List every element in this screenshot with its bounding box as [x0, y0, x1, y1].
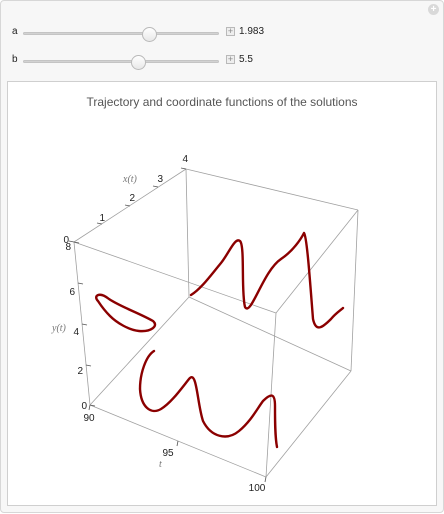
- x-tick-mark: [153, 186, 158, 187]
- x-tick-mark: [181, 168, 186, 169]
- x-tick-label-4: 4: [182, 154, 188, 165]
- solution-curves: [96, 233, 343, 447]
- t-axis-ticks: [89, 405, 266, 482]
- t-tick-label-90: 90: [83, 413, 95, 424]
- box-edge: [74, 242, 276, 313]
- box-edge: [276, 210, 358, 313]
- box-edge: [74, 242, 90, 405]
- t-axis-label: t: [159, 459, 162, 470]
- y-tick-mark: [90, 405, 95, 406]
- y-tick-label-6: 6: [69, 287, 75, 298]
- y-coordinate-curve: [140, 351, 277, 447]
- x-tick-label-0: 0: [63, 235, 69, 246]
- t-tick-mark: [89, 405, 90, 410]
- y-tick-label-0: 0: [81, 401, 87, 412]
- y-tick-label-2: 2: [77, 366, 83, 377]
- slider-b-expand-icon[interactable]: +: [227, 54, 234, 64]
- box-edge: [266, 371, 351, 477]
- x-coordinate-curve: [191, 233, 343, 327]
- slider-a-label: a: [12, 26, 18, 37]
- y-tick-label-4: 4: [73, 327, 79, 338]
- y-axis-label: y(t): [52, 323, 66, 334]
- x-tick-mark: [125, 205, 130, 206]
- slider-b-label: b: [12, 54, 18, 65]
- x-tick-label-2: 2: [129, 193, 135, 204]
- slider-b-value: 5.5: [239, 54, 253, 65]
- t-tick-label-95: 95: [162, 448, 174, 459]
- y-tick-mark: [82, 324, 87, 325]
- y-tick-mark: [86, 365, 91, 366]
- slider-a-expand-icon[interactable]: +: [227, 26, 234, 36]
- box-edge: [351, 210, 358, 371]
- y-axis-ticks: [74, 242, 95, 406]
- x-axis-label: x(t): [123, 174, 137, 185]
- y-tick-label-8: 8: [65, 242, 71, 253]
- t-tick-label-100: 100: [248, 483, 266, 494]
- box-edge: [186, 169, 358, 210]
- slider-a-value: 1.983: [239, 26, 265, 37]
- box-edge: [186, 169, 189, 297]
- y-tick-mark: [74, 242, 79, 243]
- t-tick-mark: [265, 477, 266, 482]
- trajectory-curve: [96, 295, 155, 331]
- plot-title: Trajectory and coordinate functions of the solutions: [86, 95, 358, 109]
- expand-plus-icon[interactable]: +: [428, 4, 439, 15]
- x-tick-label-3: 3: [157, 174, 163, 185]
- box-edge: [189, 297, 351, 371]
- plot-3d-graphic[interactable]: [1, 1, 444, 514]
- t-tick-mark: [177, 441, 178, 446]
- x-tick-label-1: 1: [99, 213, 105, 224]
- y-tick-mark: [78, 283, 83, 284]
